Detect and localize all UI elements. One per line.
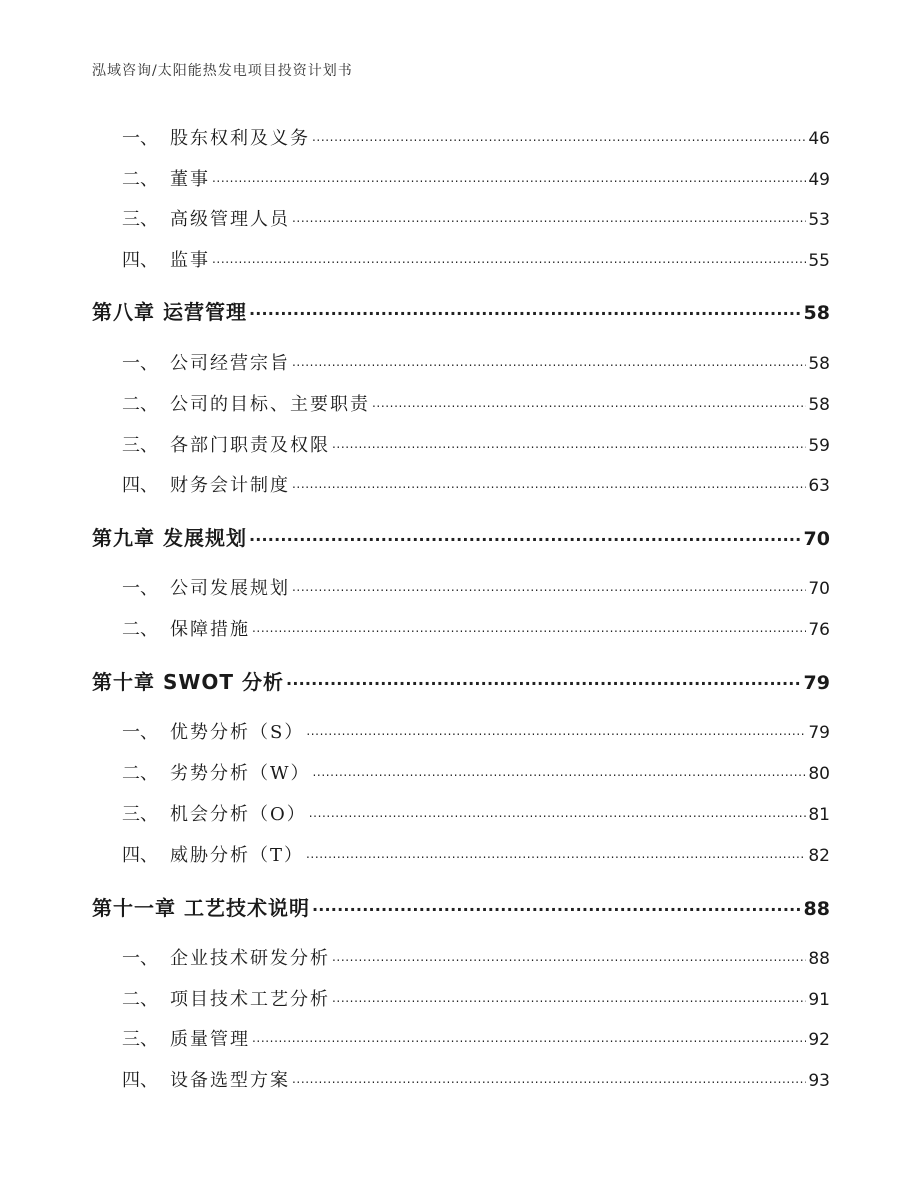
- toc-entry-page: 70: [808, 579, 830, 599]
- toc-entry-number: 一、: [122, 722, 158, 743]
- toc-chapter-title: 第十章 SWOT 分析: [92, 670, 285, 694]
- toc-entry-number: 二、: [122, 394, 158, 415]
- toc-entry-number: 四、: [122, 475, 158, 496]
- toc-chapter-title: 第八章 运营管理: [92, 300, 247, 324]
- toc-entry-title: 项目技术工艺分析: [170, 989, 330, 1010]
- toc-entry[interactable]: [92, 615, 830, 641]
- toc-dot-leader: [306, 720, 806, 738]
- toc-entry-title: 保障措施: [170, 619, 250, 640]
- toc-entry-number: 四、: [122, 1070, 158, 1091]
- toc-chapter-title: 第九章 发展规划: [92, 526, 247, 550]
- toc-dot-leader: [292, 351, 806, 369]
- toc-entry[interactable]: [92, 124, 830, 150]
- toc-entry-title: 威胁分析（T）: [170, 845, 305, 866]
- toc-entry-page: 76: [808, 620, 830, 640]
- toc-entry[interactable]: [92, 574, 830, 600]
- toc-dot-leader: [332, 987, 806, 1005]
- toc-entry[interactable]: [92, 944, 830, 970]
- toc-chapter-page: 58: [803, 302, 830, 324]
- toc-entry-title: 董事: [170, 169, 210, 190]
- toc-entry-page: 59: [808, 436, 830, 456]
- toc-entry-page: 88: [808, 949, 830, 969]
- toc-entry-number: 一、: [122, 578, 158, 599]
- toc-entry[interactable]: [92, 390, 830, 416]
- toc-dot-leader: [212, 167, 806, 185]
- toc-dot-leader: [312, 126, 806, 144]
- toc-entry-number: 二、: [122, 763, 158, 784]
- toc-entry-number: 二、: [122, 619, 158, 640]
- toc-entry[interactable]: [92, 800, 830, 826]
- toc-entry-number: 三、: [122, 209, 158, 230]
- toc-dot-leader: [249, 525, 802, 545]
- toc-chapter[interactable]: [92, 666, 830, 695]
- toc-entry-title: 优势分析（S）: [170, 722, 305, 743]
- toc-entry-title: 设备选型方案: [170, 1070, 290, 1091]
- toc-dot-leader: [252, 617, 806, 635]
- toc-entry-number: 一、: [122, 948, 158, 969]
- toc-entry-page: 80: [808, 764, 830, 784]
- toc-entry[interactable]: [92, 759, 830, 785]
- toc-dot-leader: [332, 946, 806, 964]
- toc-entry-page: 92: [808, 1030, 830, 1050]
- toc-entry-page: 49: [808, 170, 830, 190]
- toc-chapter-page: 70: [803, 528, 830, 550]
- toc-chapter[interactable]: [92, 892, 830, 921]
- toc-entry-number: 四、: [122, 845, 158, 866]
- toc-entry-title: 机会分析（O）: [170, 804, 307, 825]
- toc-entry-page: 63: [808, 476, 830, 496]
- toc-entry-title: 质量管理: [170, 1029, 250, 1050]
- toc-dot-leader: [292, 576, 806, 594]
- toc-entry-number: 二、: [122, 169, 158, 190]
- toc-entry[interactable]: [92, 246, 830, 272]
- toc-entry-number: 四、: [122, 250, 158, 271]
- toc-dot-leader: [249, 299, 802, 319]
- toc-entry-number: 一、: [122, 128, 158, 149]
- toc-entry-page: 93: [808, 1071, 830, 1091]
- toc-dot-leader: [292, 1068, 806, 1086]
- toc-entry-title: 股东权利及义务: [170, 128, 310, 149]
- running-header: 泓域咨询/太阳能热发电项目投资计划书: [92, 63, 353, 79]
- toc-dot-leader: [306, 843, 806, 861]
- toc-entry-title: 劣势分析（W）: [170, 763, 311, 784]
- toc-entry[interactable]: [92, 471, 830, 497]
- toc-entry-title: 企业技术研发分析: [170, 948, 330, 969]
- toc-entry-page: 79: [808, 723, 830, 743]
- toc-dot-leader: [252, 1027, 806, 1045]
- toc-entry-number: 一、: [122, 353, 158, 374]
- toc-entry[interactable]: [92, 718, 830, 744]
- toc-chapter-page: 88: [803, 898, 830, 920]
- toc-chapter-title: 第十一章 工艺技术说明: [92, 896, 310, 920]
- toc-entry-page: 58: [808, 395, 830, 415]
- toc-entry[interactable]: [92, 165, 830, 191]
- toc-dot-leader: [332, 433, 806, 451]
- toc-dot-leader: [292, 473, 806, 491]
- toc-dot-leader: [292, 207, 806, 225]
- toc-entry-number: 三、: [122, 1029, 158, 1050]
- toc-dot-leader: [286, 669, 802, 689]
- toc-dot-leader: [313, 761, 807, 779]
- toc-entry-page: 58: [808, 354, 830, 374]
- toc-entry[interactable]: [92, 985, 830, 1011]
- toc-chapter[interactable]: [92, 522, 830, 551]
- toc-entry[interactable]: [92, 1025, 830, 1051]
- toc-entry-title: 财务会计制度: [170, 475, 290, 496]
- toc-dot-leader: [372, 392, 806, 410]
- toc-entry-number: 二、: [122, 989, 158, 1010]
- toc-dot-leader: [309, 802, 807, 820]
- toc-entry-title: 监事: [170, 250, 210, 271]
- toc-entry-page: 82: [808, 846, 830, 866]
- toc-entry-page: 53: [808, 210, 830, 230]
- toc-entry-title: 公司经营宗旨: [170, 353, 290, 374]
- toc-entry-page: 55: [808, 251, 830, 271]
- toc-entry[interactable]: [92, 349, 830, 375]
- toc-chapter[interactable]: [92, 296, 830, 325]
- toc-entry-page: 81: [808, 805, 830, 825]
- toc-entry[interactable]: [92, 431, 830, 457]
- toc-entry-title: 公司的目标、主要职责: [170, 394, 370, 415]
- toc-entry-page: 91: [808, 990, 830, 1010]
- toc-entry-title: 各部门职责及权限: [170, 435, 330, 456]
- toc-entry-title: 高级管理人员: [170, 209, 290, 230]
- toc-entry-number: 三、: [122, 435, 158, 456]
- toc-entry-page: 46: [808, 129, 830, 149]
- toc-dot-leader: [212, 248, 806, 266]
- toc-entry[interactable]: [92, 205, 830, 231]
- toc-entry-title: 公司发展规划: [170, 578, 290, 599]
- toc-entry[interactable]: [92, 841, 830, 867]
- toc-dot-leader: [312, 895, 802, 915]
- toc-chapter-page: 79: [803, 672, 830, 694]
- toc-entry[interactable]: [92, 1066, 830, 1092]
- toc-entry-number: 三、: [122, 804, 158, 825]
